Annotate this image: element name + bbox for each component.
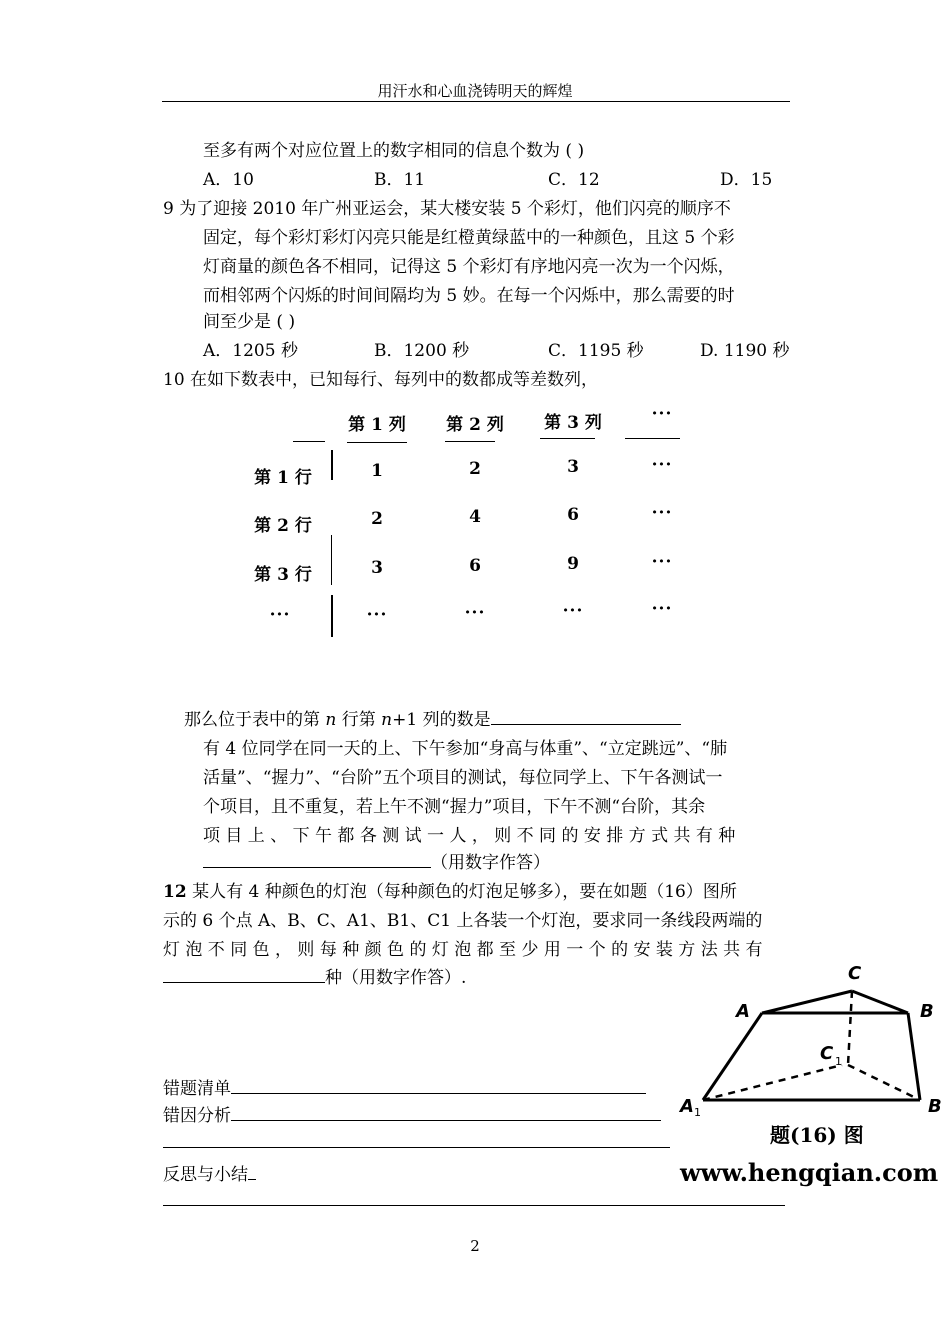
- col-header-1: 第 1 列: [348, 415, 406, 435]
- watermark-url: www.hengqian.com: [680, 1158, 939, 1187]
- edge-c-c1: [848, 991, 852, 1065]
- table-rule: [331, 450, 333, 480]
- table-rule: [331, 535, 332, 585]
- table-cell: 3: [371, 558, 383, 578]
- col-header-2: 第 2 列: [446, 415, 504, 435]
- table-cell: 9: [567, 554, 579, 574]
- q12-line-1: [163, 877, 737, 902]
- edge-a-a1: [703, 1013, 762, 1100]
- q11-line-4: 项 目 上 、 下 午 都 各 测 试 一 人 ， 则 不 同 的 安 排 方 式 共 有 种: [203, 826, 736, 846]
- q10-question-c: +1 列的数是: [392, 710, 491, 730]
- edge-a-c: [762, 991, 852, 1013]
- number-table: [225, 395, 695, 645]
- q12-answer-blank[interactable]: [163, 968, 325, 983]
- table-cell: ···: [651, 552, 673, 572]
- q12-line-1-text: 某人有 4 种颜色的灯泡（每种颜色的灯泡足够多），要在如题（16）图所: [186, 882, 737, 902]
- page-header-title: 用汗水和心血浇铸明天的辉煌: [377, 82, 573, 100]
- label-c1: C: [820, 1043, 834, 1064]
- q11-line-2: 活量”、“握力”、“台阶”五个项目的测试，每位同学上、下午各测试一: [203, 768, 723, 788]
- frustum-figure: [670, 955, 950, 1155]
- table-cell: ···: [651, 599, 673, 619]
- table-cell: 6: [469, 556, 481, 576]
- table-rule: [331, 595, 333, 637]
- q9-option-a: A．1205 秒: [203, 341, 298, 361]
- row-header-1: 第 1 行: [254, 468, 312, 488]
- reflection-label: 反思与小结: [163, 1165, 248, 1185]
- table-cell: 4: [469, 507, 481, 527]
- table-cell: ···: [464, 603, 486, 623]
- label-c1-sub: 1: [835, 1055, 842, 1068]
- q11-answer-blank[interactable]: [203, 853, 431, 868]
- page-number: 2: [470, 1237, 480, 1255]
- label-b: B: [920, 1001, 934, 1022]
- q8-option-d: D．15: [720, 170, 773, 190]
- q12-line-2: 示的 6 个点 A、B、C、A1、B1、C1 上各装一个灯泡，要求同一条线段两端的: [163, 911, 763, 931]
- q12-number: 12: [163, 882, 187, 902]
- q12-line-3: 灯 泡 不 同 色 ， 则 每 种 颜 色 的 灯 泡 都 至 少 用 一 个 的 安 装 方 法 共 有: [163, 940, 763, 960]
- edge-c1-b1: [848, 1065, 920, 1100]
- figure-caption: 题(16) 图: [770, 1123, 864, 1147]
- edge-c-b: [852, 991, 908, 1013]
- q10-question: [184, 705, 681, 730]
- q10-question-b: 行第: [336, 710, 382, 730]
- wrong-reason-label: 错因分析: [163, 1106, 231, 1126]
- table-cell: ···: [651, 503, 673, 523]
- table-cell: ···: [366, 605, 388, 625]
- table-cell: 3: [567, 457, 579, 477]
- q11-suffix: （用数字作答）: [431, 853, 550, 873]
- q9-option-b: B．1200 秒: [374, 341, 470, 361]
- row-header-4: ···: [269, 605, 291, 625]
- reflection-extra-line[interactable]: [163, 1205, 785, 1206]
- q11-line-1: 有 4 位同学在同一天的上、下午参加“身高与体重”、“立定跳远”、“肺: [203, 739, 728, 759]
- wrong-list-label: 错题清单: [163, 1079, 231, 1099]
- table-rule: [540, 438, 595, 439]
- table-rule: [347, 442, 407, 443]
- table-rule: [293, 441, 325, 442]
- q9-line-2: 固定，每个彩灯彩灯闪亮只能是红橙黄绿蓝中的一种颜色，且这 5 个彩: [203, 228, 735, 248]
- q8-option-b: B．11: [374, 170, 426, 190]
- label-a1-sub: 1: [694, 1106, 701, 1119]
- q9-option-d: D. 1190 秒: [700, 341, 790, 361]
- label-a1: A: [680, 1096, 694, 1117]
- col-header-4: ···: [651, 404, 673, 424]
- table-rule: [445, 441, 495, 442]
- q8-option-c: C．12: [548, 170, 600, 190]
- reflection-field[interactable]: [248, 1165, 256, 1180]
- wrong-reason-extra-line[interactable]: [163, 1147, 670, 1148]
- q9-line-4: 而相邻两个闪烁的时间间隔均为 5 妙。在每一个闪烁中，那么需要的时: [203, 286, 735, 306]
- col-header-3: 第 3 列: [544, 413, 602, 433]
- table-cell: ···: [651, 455, 673, 475]
- q12-suffix: 种（用数字作答）.: [325, 968, 467, 988]
- q10-answer-blank[interactable]: [491, 710, 681, 725]
- header-rule: [162, 101, 790, 102]
- wrong-reason-row: [163, 1101, 661, 1126]
- table-cell: 6: [567, 505, 579, 525]
- row-header-3: 第 3 行: [254, 565, 312, 585]
- q10-var-n1: n: [381, 710, 393, 730]
- q10-var-n: n: [325, 710, 337, 730]
- q11-line-3: 个项目，且不重复，若上午不测“握力”项目，下午不测“台阶，其余: [203, 797, 706, 817]
- q12-answer-line: [163, 963, 466, 988]
- q11-answer-line: [203, 848, 550, 873]
- wrong-reason-field[interactable]: [231, 1106, 661, 1121]
- q9-line-1: 9 为了迎接 2010 年广州亚运会，某大楼安装 5 个彩灯，他们闪亮的顺序不: [163, 199, 731, 219]
- table-cell: 2: [371, 509, 383, 529]
- table-cell: ···: [562, 601, 584, 621]
- q10-intro: 10 在如下数表中，已知每行、每列中的数都成等差数列，: [163, 370, 599, 390]
- q8-option-a: A．10: [203, 170, 254, 190]
- table-rule: [625, 438, 680, 439]
- edge-b-b1: [908, 1013, 920, 1100]
- label-a: A: [736, 1001, 750, 1022]
- label-c: C: [848, 963, 862, 984]
- q8-tail: 至多有两个对应位置上的数字相同的信息个数为 ( ): [203, 141, 585, 161]
- q9-line-5: 间至少是 ( ): [203, 312, 296, 332]
- row-header-2: 第 2 行: [254, 516, 312, 536]
- table-cell: 2: [469, 459, 481, 479]
- q9-line-3: 灯商量的颜色各不相同，记得这 5 个彩灯有序地闪亮一次为一个闪烁，: [203, 257, 735, 277]
- wrong-list-row: [163, 1074, 646, 1099]
- wrong-list-field[interactable]: [231, 1079, 646, 1094]
- label-b1: B: [928, 1096, 942, 1117]
- q10-question-a: 那么位于表中的第: [184, 710, 326, 730]
- q9-option-c: C．1195 秒: [548, 341, 644, 361]
- table-cell: 1: [371, 461, 383, 481]
- reflection-row: [163, 1160, 256, 1185]
